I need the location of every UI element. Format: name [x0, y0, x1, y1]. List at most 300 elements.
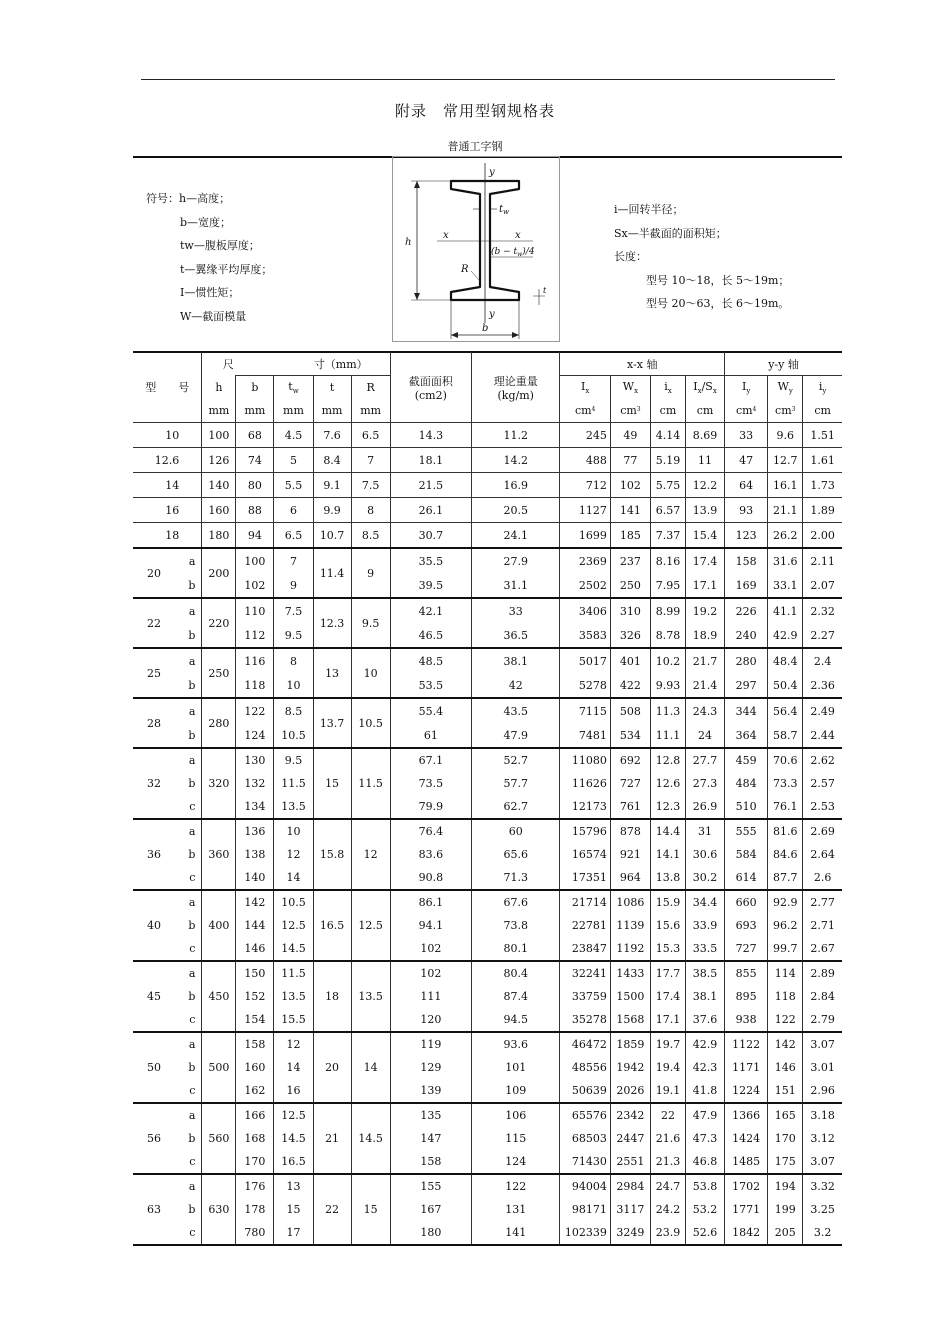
radius-y-cell: 2.49 — [803, 698, 842, 723]
subtype-cell: b — [188, 848, 196, 861]
r-header: R — [351, 376, 390, 400]
iy-header: $I_y$ — [725, 376, 768, 400]
radius-x-cell: 17.7 — [650, 961, 685, 985]
ix-sx-cell: 30.6 — [685, 843, 724, 866]
r-cell: 7.5 — [351, 473, 390, 498]
tw-cell: 10 — [274, 673, 313, 698]
ix-cell: 65576 — [560, 1103, 610, 1127]
radius-y-cell: 2.36 — [803, 673, 842, 698]
radius-y-cell: 2.57 — [803, 772, 842, 795]
area-cell: 86.1 — [390, 890, 471, 914]
radius-y-cell: 2.6 — [803, 866, 842, 890]
r-cell: 12.5 — [351, 890, 390, 961]
subtype-cell — [179, 473, 202, 498]
t-cell: 16.5 — [313, 890, 351, 961]
tw-cell: 5.5 — [274, 473, 313, 498]
table-row — [133, 1198, 842, 1221]
t-cell: 8.4 — [313, 448, 351, 473]
axis-y-bottom-label: y — [489, 309, 495, 320]
wx-cell: 310 — [610, 598, 650, 623]
tw-cell: 13.5 — [274, 985, 313, 1008]
area-cell: 180 — [390, 1221, 471, 1245]
subtype-cell — [179, 498, 202, 523]
r-cell: 11.5 — [351, 748, 390, 819]
ix-sx-cell: 47.3 — [685, 1127, 724, 1150]
area-cell: 90.8 — [390, 866, 471, 890]
tw-cell: 12.5 — [274, 914, 313, 937]
iy-cell: 895 — [725, 985, 768, 1008]
subtype-cell: a — [188, 825, 196, 838]
tw-cell: 8.5 — [274, 698, 313, 723]
r-cell: 13.5 — [351, 961, 390, 1032]
weight-cell: 52.7 — [471, 748, 559, 772]
subtype-cell: a — [188, 1038, 196, 1051]
wy-cell: 42.9 — [768, 623, 803, 648]
unit-cell: mm — [274, 399, 313, 423]
radius-y-cell: 2.96 — [803, 1079, 842, 1103]
radius-x-cell: 7.95 — [650, 573, 685, 598]
flange-thickness-label: t — [543, 286, 547, 295]
radius-y-cell: 1.61 — [803, 448, 842, 473]
radius-y-cell: 3.07 — [803, 1150, 842, 1174]
area-cell: 135 — [390, 1103, 471, 1127]
t-cell: 12.3 — [313, 598, 351, 648]
area-cell: 42.1 — [390, 598, 471, 623]
table-row — [133, 1008, 842, 1032]
t-cell: 21 — [313, 1103, 351, 1174]
ix-sx-cell: 41.8 — [685, 1079, 724, 1103]
weight-cell: 47.9 — [471, 723, 559, 748]
area-header: 截面面积 (cm2) — [390, 352, 471, 423]
radius-y-cell: 3.01 — [803, 1056, 842, 1079]
wy-cell: 199 — [768, 1198, 803, 1221]
tw-cell: 17 — [274, 1221, 313, 1245]
i-beam-figure — [392, 156, 560, 342]
wx-cell: 77 — [610, 448, 650, 473]
model-cell: 56 — [133, 1103, 179, 1174]
model-cell: 16 — [133, 498, 179, 523]
wx-header: $W_x$ — [610, 376, 650, 400]
tw-cell: 13.5 — [274, 795, 313, 819]
iy-cell: 169 — [725, 573, 768, 598]
header-row-group — [133, 352, 842, 376]
weight-cell: 87.4 — [471, 985, 559, 1008]
wx-cell: 2447 — [610, 1127, 650, 1150]
unit-cell: $cm^4$ — [560, 399, 610, 423]
ix-cell: 32241 — [560, 961, 610, 985]
area-cell: 94.1 — [390, 914, 471, 937]
ix-cell: 12173 — [560, 795, 610, 819]
ix-sx-cell: 52.6 — [685, 1221, 724, 1245]
unit-cell: $cm^3$ — [610, 399, 650, 423]
ix-cell: 1127 — [560, 498, 610, 523]
radius-x-cell: 19.4 — [650, 1056, 685, 1079]
wy-cell: 12.7 — [768, 448, 803, 473]
radius-y-cell: 2.69 — [803, 819, 842, 843]
subtype-cell: a — [188, 1109, 196, 1122]
radius-x-cell: 12.6 — [650, 772, 685, 795]
area-cell: 55.4 — [390, 698, 471, 723]
iy-cell: 727 — [725, 937, 768, 961]
legend-item: t—翼缘平均厚度； — [180, 262, 273, 276]
weight-cell: 20.5 — [471, 498, 559, 523]
table-row — [133, 748, 842, 772]
weight-cell: 57.7 — [471, 772, 559, 795]
b-cell: 124 — [236, 723, 274, 748]
area-cell: 35.5 — [390, 548, 471, 573]
radius-x-cell: 13.8 — [650, 866, 685, 890]
iy-cell: 93 — [725, 498, 768, 523]
weight-cell: 31.1 — [471, 573, 559, 598]
wx-cell: 1568 — [610, 1008, 650, 1032]
weight-cell: 16.9 — [471, 473, 559, 498]
iy-cell: 693 — [725, 914, 768, 937]
b-cell: 130 — [236, 748, 274, 772]
t-cell: 22 — [313, 1174, 351, 1245]
subtype-cell: c — [179, 1221, 202, 1245]
unit-cell: mm — [313, 399, 351, 423]
xx-axis-header: x-x 轴 — [560, 352, 725, 376]
table-row — [133, 498, 842, 523]
table-row — [133, 819, 842, 843]
radius-y-cell: 1.51 — [803, 423, 842, 448]
tw-cell: 15 — [274, 1198, 313, 1221]
subtype-cell: a — [188, 967, 196, 980]
wy-cell: 175 — [768, 1150, 803, 1174]
subtype-cell: c — [179, 866, 202, 890]
wy-cell: 87.7 — [768, 866, 803, 890]
model-cell: 25 — [133, 648, 179, 698]
wx-cell: 1500 — [610, 985, 650, 1008]
area-cell: 48.5 — [390, 648, 471, 673]
area-cell: 14.3 — [390, 423, 471, 448]
i-beam-diagram — [393, 157, 561, 343]
radius-x-cell: 12.3 — [650, 795, 685, 819]
iy-cell: 1366 — [725, 1103, 768, 1127]
ix-cell: 5278 — [560, 673, 610, 698]
ix-cell: 3406 — [560, 598, 610, 623]
r-cell: 8 — [351, 498, 390, 523]
iy-cell: 344 — [725, 698, 768, 723]
wy-cell: 33.1 — [768, 573, 803, 598]
tw-cell: 5 — [274, 448, 313, 473]
tw-cell: 8 — [274, 648, 313, 673]
legend-item: b—宽度； — [180, 215, 232, 229]
radius-y-cell: 2.77 — [803, 890, 842, 914]
weight-cell: 62.7 — [471, 795, 559, 819]
h-cell: 180 — [202, 523, 236, 549]
radius-y-cell: 2.07 — [803, 573, 842, 598]
radius-y-cell: 2.27 — [803, 623, 842, 648]
subtype-cell: b — [188, 777, 196, 790]
r-cell: 9.5 — [351, 598, 390, 648]
tw-cell: 14.5 — [274, 937, 313, 961]
unit-cell: $cm^3$ — [768, 399, 803, 423]
b-cell: 142 — [236, 890, 274, 914]
wy-cell: 76.1 — [768, 795, 803, 819]
t-cell: 11.4 — [313, 548, 351, 598]
ix-cell: 16574 — [560, 843, 610, 866]
subtype-cell: c — [179, 1079, 202, 1103]
h-cell: 630 — [202, 1174, 236, 1245]
ix-sx-cell: 27.3 — [685, 772, 724, 795]
ix-cell: 15796 — [560, 819, 610, 843]
radius-y-cell: 2.53 — [803, 795, 842, 819]
radius-x-cell: 17.4 — [650, 985, 685, 1008]
area-cell: 120 — [390, 1008, 471, 1032]
subtype-cell: a — [188, 554, 196, 568]
radius-y-cell: 2.32 — [803, 598, 842, 623]
iy-cell: 123 — [725, 523, 768, 549]
wy-cell: 31.6 — [768, 548, 803, 573]
weight-cell: 14.2 — [471, 448, 559, 473]
model-header: 型 号 — [133, 352, 202, 423]
ix-cell: 71430 — [560, 1150, 610, 1174]
ix-sx-cell: 24.3 — [685, 698, 724, 723]
weight-cell: 122 — [471, 1174, 559, 1198]
r-cell: 12 — [351, 819, 390, 890]
weight-cell: 67.6 — [471, 890, 559, 914]
tw-cell: 12 — [274, 843, 313, 866]
subtype-cell: a — [188, 654, 196, 668]
tw-cell: 9.5 — [274, 748, 313, 772]
b-cell: 112 — [236, 623, 274, 648]
h-cell: 250 — [202, 648, 236, 698]
wx-cell: 422 — [610, 673, 650, 698]
b-cell: 134 — [236, 795, 274, 819]
radius-x-cell: 14.1 — [650, 843, 685, 866]
r-cell: 10.5 — [351, 698, 390, 748]
area-cell: 167 — [390, 1198, 471, 1221]
subtype-cell: a — [188, 1180, 196, 1193]
subtype-cell: b — [188, 1203, 196, 1216]
tw-cell: 10 — [274, 819, 313, 843]
iy-cell: 280 — [725, 648, 768, 673]
axis-x-right-label: x — [515, 230, 521, 241]
subtype-cell: c — [179, 795, 202, 819]
iy-cell: 1842 — [725, 1221, 768, 1245]
model-cell: 10 — [133, 423, 179, 448]
unit-cell: cm — [803, 399, 842, 423]
wy-cell: 122 — [768, 1008, 803, 1032]
wy-cell: 26.2 — [768, 523, 803, 549]
table-row — [133, 1174, 842, 1198]
iy-cell: 47 — [725, 448, 768, 473]
iy-cell: 364 — [725, 723, 768, 748]
ix-sx-cell: 46.8 — [685, 1150, 724, 1174]
r-cell: 15 — [351, 1174, 390, 1245]
b-cell: 150 — [236, 961, 274, 985]
model-cell: 63 — [133, 1174, 179, 1245]
r-cell: 14 — [351, 1032, 390, 1103]
area-cell: 119 — [390, 1032, 471, 1056]
radius-x-cell: 19.7 — [650, 1032, 685, 1056]
wx-cell: 237 — [610, 548, 650, 573]
t-cell: 9.9 — [313, 498, 351, 523]
iy-cell: 614 — [725, 866, 768, 890]
legend-item: tw—腹板厚度； — [180, 239, 260, 252]
area-cell: 61 — [390, 723, 471, 748]
ix-cell: 3583 — [560, 623, 610, 648]
tw-cell: 14 — [274, 1056, 313, 1079]
wy-cell: 96.2 — [768, 914, 803, 937]
wy-cell: 21.1 — [768, 498, 803, 523]
weight-cell: 43.5 — [471, 698, 559, 723]
subtype-cell: a — [188, 754, 196, 767]
b-header: b — [236, 376, 274, 400]
h-cell: 280 — [202, 698, 236, 748]
tw-cell: 12.5 — [274, 1103, 313, 1127]
ix-cell: 11080 — [560, 748, 610, 772]
ix-sx-cell: 33.5 — [685, 937, 724, 961]
iy-cell: 660 — [725, 890, 768, 914]
ix-cell: 712 — [560, 473, 610, 498]
ix-cell: 2502 — [560, 573, 610, 598]
h-cell: 400 — [202, 890, 236, 961]
b-cell: 144 — [236, 914, 274, 937]
ix-cell: 5017 — [560, 648, 610, 673]
iy-cell: 1424 — [725, 1127, 768, 1150]
ix-cell: 2369 — [560, 548, 610, 573]
b-cell: 166 — [236, 1103, 274, 1127]
iy-cell: 1171 — [725, 1056, 768, 1079]
radius-y-cell: 2.84 — [803, 985, 842, 1008]
table-row — [133, 961, 842, 985]
tw-cell: 9 — [274, 573, 313, 598]
radius-x-cell: 7.37 — [650, 523, 685, 549]
tw-cell: 9.5 — [274, 623, 313, 648]
subtype-cell: b — [179, 623, 202, 648]
wy-cell: 41.1 — [768, 598, 803, 623]
wy-cell: 16.1 — [768, 473, 803, 498]
tw-cell: 7.5 — [274, 598, 313, 623]
radius-y-cell: 2.11 — [803, 548, 842, 573]
area-cell: 79.9 — [390, 795, 471, 819]
wx-cell: 727 — [610, 772, 650, 795]
wy-cell: 146 — [768, 1056, 803, 1079]
subtype-cell: b — [179, 723, 202, 748]
subtype-cell: a — [188, 704, 196, 718]
radius-x-cell: 11.1 — [650, 723, 685, 748]
wx-cell: 761 — [610, 795, 650, 819]
ix-sx-cell: 26.9 — [685, 795, 724, 819]
table-row — [133, 1032, 842, 1056]
b-cell: 178 — [236, 1198, 274, 1221]
weight-cell: 24.1 — [471, 523, 559, 549]
tw-cell: 4.5 — [274, 423, 313, 448]
b-cell: 88 — [236, 498, 274, 523]
radius-y-cell: 2.62 — [803, 748, 842, 772]
wx-cell: 2026 — [610, 1079, 650, 1103]
radius-x-cell: 14.4 — [650, 819, 685, 843]
ix-cell: 102339 — [560, 1221, 610, 1245]
unit-cell: cm — [685, 399, 724, 423]
table-row — [133, 937, 842, 961]
iy-cell: 240 — [725, 623, 768, 648]
model-cell: 36 — [133, 819, 179, 890]
h-header: h — [202, 376, 236, 400]
wy-cell: 73.3 — [768, 772, 803, 795]
legend-left — [146, 187, 272, 328]
iy-cell: 484 — [725, 772, 768, 795]
subtype-cell: a — [188, 896, 196, 909]
radius-x-cell: 19.1 — [650, 1079, 685, 1103]
wx-cell: 326 — [610, 623, 650, 648]
table-row — [133, 573, 842, 598]
table-row — [133, 1103, 842, 1127]
tw-cell: 14 — [274, 866, 313, 890]
area-cell: 67.1 — [390, 748, 471, 772]
radius-y-cell: 3.07 — [803, 1032, 842, 1056]
weight-cell: 38.1 — [471, 648, 559, 673]
radius-y-cell: 2.79 — [803, 1008, 842, 1032]
radius-x-cell: 5.75 — [650, 473, 685, 498]
radius-x-cell: 9.93 — [650, 673, 685, 698]
radius-y-cell: 3.18 — [803, 1103, 842, 1127]
b-cell: 136 — [236, 819, 274, 843]
ix-cell: 11626 — [560, 772, 610, 795]
wy-header: $W_y$ — [768, 376, 803, 400]
wy-cell: 142 — [768, 1032, 803, 1056]
h-cell: 200 — [202, 548, 236, 598]
wx-cell: 3249 — [610, 1221, 650, 1245]
web-thickness-label: $t_w$ — [499, 204, 510, 216]
ix-cell: 7481 — [560, 723, 610, 748]
b-cell: 162 — [236, 1079, 274, 1103]
ix-cell: 21714 — [560, 890, 610, 914]
tw-cell: 14.5 — [274, 1127, 313, 1150]
radius-x-cell: 5.19 — [650, 448, 685, 473]
ix-sx-header: $I_x/S_x$ — [685, 376, 724, 400]
table-body — [133, 423, 842, 1246]
r-cell: 14.5 — [351, 1103, 390, 1174]
radius-label: R — [461, 264, 469, 275]
weight-cell: 36.5 — [471, 623, 559, 648]
radius-y-cell: 1.73 — [803, 473, 842, 498]
t-cell: 13 — [313, 648, 351, 698]
area-cell: 46.5 — [390, 623, 471, 648]
wy-cell: 151 — [768, 1079, 803, 1103]
ix-cell: 48556 — [560, 1056, 610, 1079]
subtype-cell: c — [179, 1150, 202, 1174]
subtype-cell: a — [188, 604, 196, 618]
legend-item: 符号：h—高度； — [146, 192, 231, 205]
table-row — [133, 772, 842, 795]
t-header: t — [313, 376, 351, 400]
subtype-cell: b — [188, 1061, 196, 1074]
weight-cell: 141 — [471, 1221, 559, 1245]
weight-cell: 94.5 — [471, 1008, 559, 1032]
radius-y-header: $i_y$ — [803, 376, 842, 400]
area-cell: 155 — [390, 1174, 471, 1198]
wx-cell: 2551 — [610, 1150, 650, 1174]
legend-right — [614, 198, 789, 316]
b-cell: 154 — [236, 1008, 274, 1032]
ix-sx-cell: 11 — [685, 448, 724, 473]
weight-cell: 11.2 — [471, 423, 559, 448]
subtype-cell — [179, 523, 202, 549]
model-cell: 22 — [133, 598, 179, 648]
h-cell: 560 — [202, 1103, 236, 1174]
table-row — [133, 423, 842, 448]
table-row — [133, 795, 842, 819]
ix-sx-cell: 38.5 — [685, 961, 724, 985]
wx-cell: 102 — [610, 473, 650, 498]
wy-cell: 9.6 — [768, 423, 803, 448]
table-row — [133, 843, 842, 866]
model-cell: 40 — [133, 890, 179, 961]
model-cell: 12.6 — [133, 448, 179, 473]
